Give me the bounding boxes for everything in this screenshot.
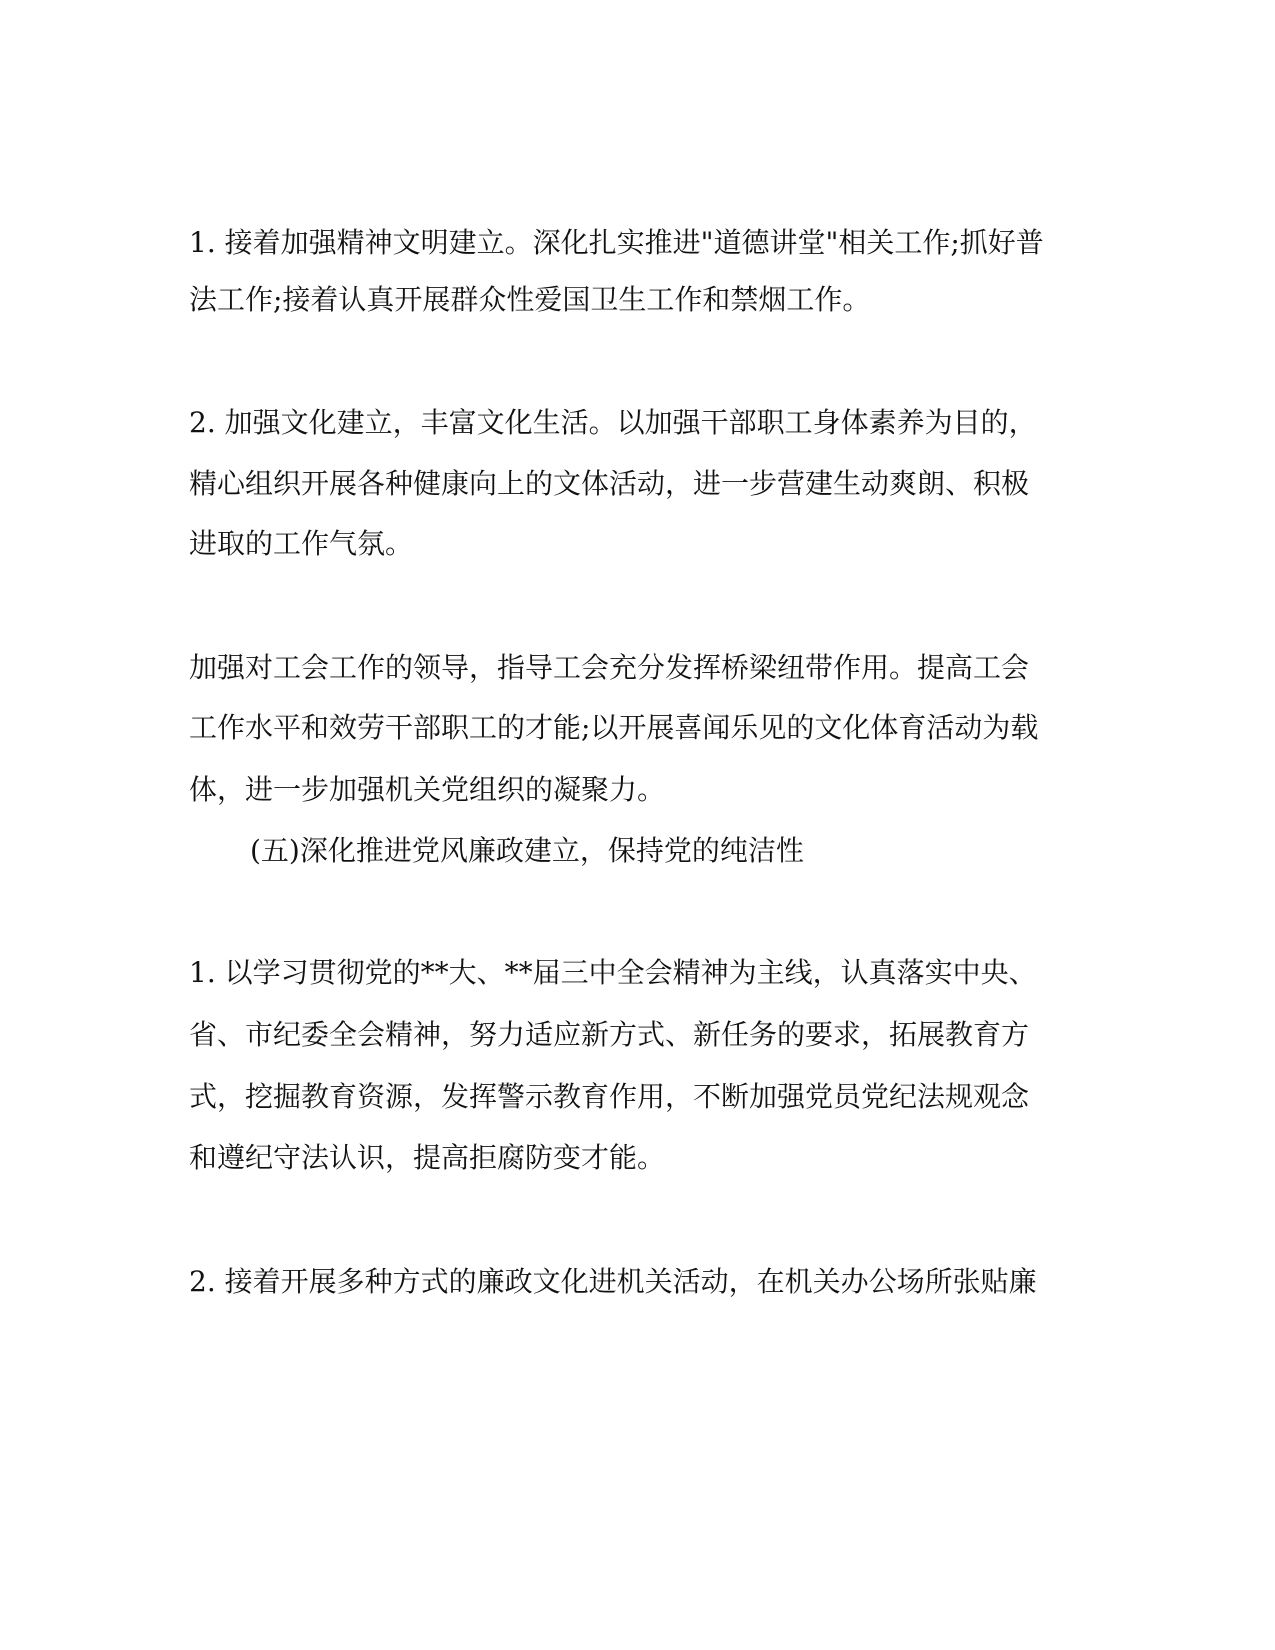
- text-line: 省、市纪委全会精神，努力适应新方式、新任务的要求，拓展教育方: [189, 1018, 1030, 1051]
- text-line: 加强对工会工作的领导，指导工会充分发挥桥梁纽带作用。提高工会: [189, 651, 1030, 684]
- text-line: 进取的工作气氛。: [189, 527, 414, 560]
- text-line: 2. 接着开展多种方式的廉政文化进机关活动，在机关办公场所张贴廉: [189, 1265, 1037, 1298]
- text-line: 精心组织开展各种健康向上的文体活动，进一步营建生动爽朗、积极: [189, 467, 1030, 500]
- text-line: 和遵纪守法认识，提高拒腐防变才能。: [189, 1141, 666, 1174]
- text-line: 工作水平和效劳干部职工的才能;以开展喜闻乐见的文化体育活动为载: [189, 711, 1039, 744]
- text-line: 1. 以学习贯彻党的**大、**届三中全会精神为主线，认真落实中央、: [189, 956, 1037, 989]
- section-heading: (五)深化推进党风廉政建立，保持党的纯洁性: [250, 834, 804, 867]
- text-line: 体，进一步加强机关党组织的凝聚力。: [189, 773, 666, 806]
- text-line: 法工作;接着认真开展群众性爱国卫生工作和禁烟工作。: [189, 283, 871, 316]
- text-line: 2. 加强文化建立，丰富文化生活。以加强干部职工身体素养为目的，: [189, 406, 1037, 439]
- text-line: 式，挖掘教育资源，发挥警示教育作用，不断加强党员党纪法规观念: [189, 1080, 1030, 1113]
- text-line: 1. 接着加强精神文明建立。深化扎实推进"道德讲堂"相关工作;抓好普: [189, 226, 1044, 259]
